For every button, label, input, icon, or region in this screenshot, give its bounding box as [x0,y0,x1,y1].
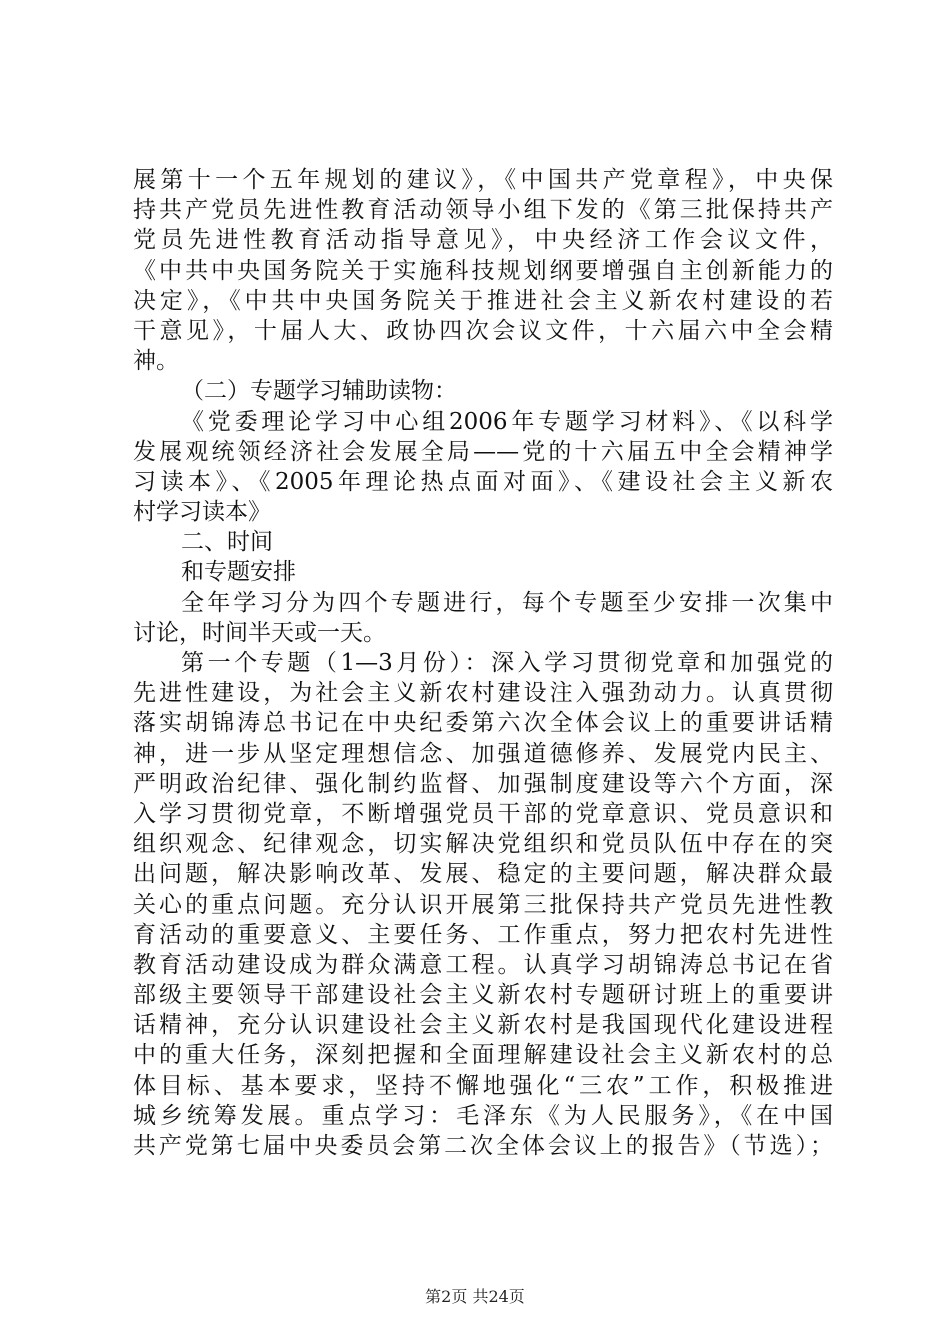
text-line: 二、时间 [181,529,273,556]
text-line: 共产党第七届中央委员会第二次全体会议上的报告》（节选）； [133,1133,833,1159]
text-line: 先进性建设，为社会主义新农村建设注入强劲动力。认真贯彻 [133,680,833,707]
text-line: （二）专题学习辅助读物： [181,378,457,405]
document-body [133,165,833,1161]
text-line: 组织观念、纪律观念，切实解决党组织和党员队伍中存在的突 [133,831,833,858]
text-line: 神，进一步从坚定理想信念、加强道德修养、发展党内民主、 [133,740,833,767]
text-line: 展第十一个五年规划的建议》，《中国共产党章程》，中央保 [133,167,833,193]
text-line: 神。 [133,348,179,375]
page-footer: 第2页 共24页 [425,1287,525,1306]
text-line: 讨论，时间半天或一天。 [133,619,386,646]
text-line: 严明政治纪律、强化制约监督、加强制度建设等六个方面，深 [133,770,833,797]
text-line: 《党委理论学习中心组2006年专题学习材料》、《以科学 [181,408,833,435]
text-line: 村学习读本》 [133,499,271,526]
text-line: 决定》，《中共中央国务院关于推进社会主义新农村建设的若 [133,287,833,314]
text-line: 全年学习分为四个专题进行，每个专题至少安排一次集中 [181,589,833,616]
text-line: 体目标、基本要求，坚持不懈地强化“三农”工作，积极推进 [133,1072,833,1099]
text-line: 中的重大任务，深刻把握和全面理解建设社会主义新农村的总 [133,1042,833,1069]
text-line: 《中共中央国务院关于实施科技规划纲要增强自主创新能力的 [133,257,833,284]
text-line: 第一个专题（1—3月份）：深入学习贯彻党章和加强党的 [181,650,833,676]
text-line: 关心的重点问题。充分认识开展第三批保持共产党员先进性教 [133,891,833,918]
text-line: 落实胡锦涛总书记在中央纪委第六次全体会议上的重要讲话精 [133,710,833,737]
text-line: 话精神，充分认识建设社会主义新农村是我国现代化建设进程 [133,1012,833,1039]
text-line: 出问题，解决影响改革、发展、稳定的主要问题，解决群众最 [133,861,833,888]
text-line: 部级主要领导干部建设社会主义新农村专题研讨班上的重要讲 [133,982,833,1009]
text-line: 入学习贯彻党章，不断增强党员干部的党章意识、党员意识和 [133,800,833,827]
text-line: 持共产党员先进性教育活动领导小组下发的《第三批保持共产 [133,197,833,224]
text-line: 干意见》，十届人大、政协四次会议文件，十六届六中全会精 [133,317,833,344]
text-line: 习读本》、《2005年理论热点面对面》、《建设社会主义新农 [133,468,833,495]
text-line: 和专题安排 [181,559,296,586]
text-line: 城乡统筹发展。重点学习：毛泽东《为人民服务》，《在中国 [133,1102,833,1129]
text-line: 育活动的重要意义、主要任务、工作重点，努力把农村先进性 [133,921,833,948]
text-line: 党员先进性教育活动指导意见》，中央经济工作会议文件， [133,227,833,254]
text-line: 教育活动建设成为群众满意工程。认真学习胡锦涛总书记在省 [133,951,833,978]
text-line: 发展观统领经济社会发展全局——党的十六届五中全会精神学 [133,438,833,465]
